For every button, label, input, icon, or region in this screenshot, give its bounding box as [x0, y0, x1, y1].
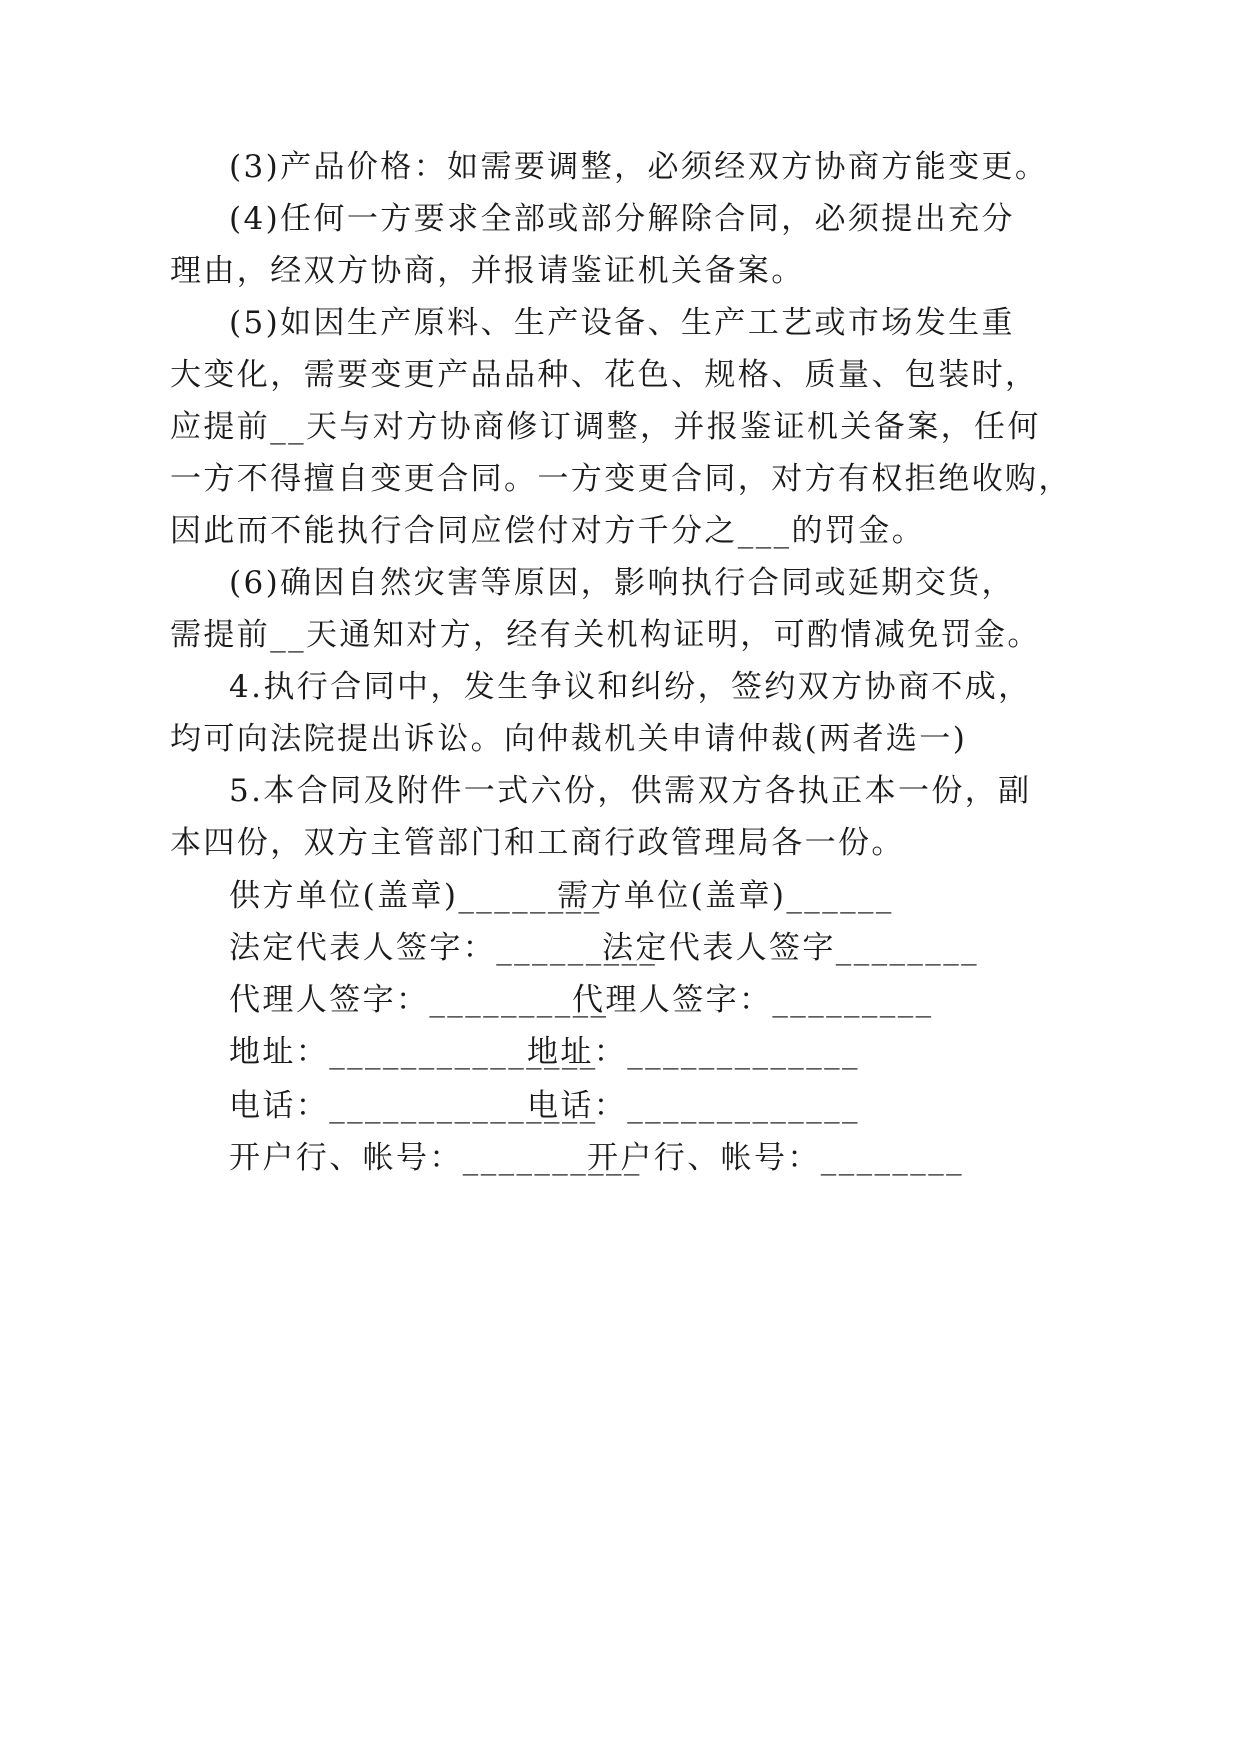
buyer-phone-field: 电话：_____________	[527, 1088, 860, 1124]
buyer-unit-field: 需方单位(盖章)______	[557, 878, 894, 914]
supplier-rep-signature-field: 法定代表人签字：_________	[229, 930, 658, 966]
clause-5-line-5: 因此而不能执行合同应偿付对方千分之___的罚金。	[170, 513, 926, 549]
clause-6-line-2: 需提前__天通知对方，经有关机构证明，可酌情减免罚金。	[170, 617, 1041, 653]
clause-3-line-1: (3)产品价格：如需要调整，必须经双方协商方能变更。	[229, 149, 1049, 185]
article-4-line-2: 均可向法院提出诉讼。向仲裁机关申请仲裁(两者选一)	[170, 721, 968, 757]
supplier-agent-signature-field: 代理人签字：__________	[229, 982, 609, 1018]
clause-4-line-1: (4)任何一方要求全部或部分解除合同，必须提出充分	[229, 201, 1015, 237]
clause-5-line-4: 一方不得擅自变更合同。一方变更合同，对方有权拒绝收购，	[170, 461, 1072, 497]
buyer-address-field: 地址：_____________	[527, 1034, 860, 1070]
buyer-bank-account-field: 开户行、帐号：________	[587, 1140, 964, 1176]
clause-5-line-1: (5)如因生产原料、生产设备、生产工艺或市场发生重	[229, 305, 1015, 341]
buyer-agent-signature-field: 代理人签字：_________	[572, 982, 934, 1018]
article-5-line-1: 5.本合同及附件一式六份，供需双方各执正本一份，副	[229, 773, 1032, 809]
supplier-address-field: 地址：_______________	[229, 1034, 598, 1070]
supplier-phone-field: 电话：_______________	[229, 1088, 598, 1124]
buyer-rep-signature-field: 法定代表人签字________	[602, 930, 979, 966]
article-5-line-2: 本四份，双方主管部门和工商行政管理局各一份。	[170, 825, 905, 861]
clause-5-line-3: 应提前__天与对方协商修订调整，并报鉴证机关备案，任何	[170, 409, 1041, 445]
clause-6-line-1: (6)确因自然灾害等原因，影响执行合同或延期交货，	[229, 565, 1015, 601]
supplier-unit-field: 供方单位(盖章)________	[229, 878, 602, 914]
clause-5-line-2: 大变化，需要变更产品品种、花色、规格、质量、包装时，	[170, 357, 1039, 393]
article-4-line-1: 4.执行合同中，发生争议和纠纷，签约双方协商不成，	[229, 669, 1032, 705]
supplier-bank-account-field: 开户行、帐号：__________	[229, 1140, 642, 1176]
clause-4-line-2: 理由，经双方协商，并报请鉴证机关备案。	[170, 253, 805, 289]
